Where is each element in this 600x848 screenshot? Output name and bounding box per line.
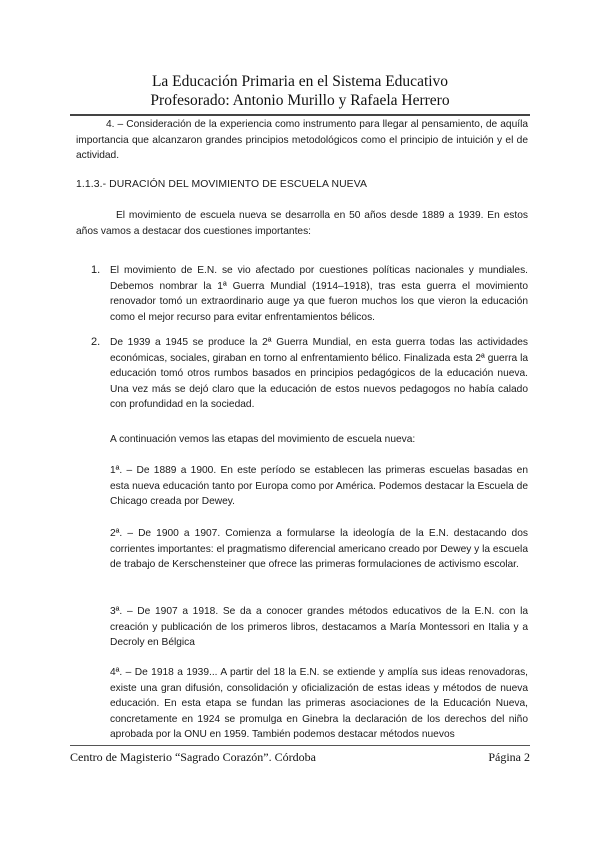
intro-item-4: 4. – Consideración de la experiencia como instrumento para llegar al pensamiento, de aquíla importancia que alcanzaron grandes principios metodológicos como el principio de intuición y el de actividad. [76, 119, 528, 162]
list-item [91, 335, 528, 413]
header-divider [70, 114, 530, 116]
list-item-text: El movimiento de E.N. se vio afectado por cuestiones políticas nacionales y mundiales. Debemos nombrar la 1ª Guerra Mundial (1914–1918), tras esta guerra el movimiento renovador tomó un extraordinario auge ya que fueron muchos los que vieron la educación como el mejor recurso para evitar enfrentamientos bélicos. [110, 265, 528, 323]
list-item [91, 263, 528, 325]
list-item-number: 1. [91, 264, 101, 276]
list-item-text: De 1939 a 1945 se produce la 2ª Guerra Mundial, en esta guerra todas las actividades económicas, sociales, giraban en torno al enfrentamiento bélico. Finalizada esta 2ª guerra la educación tomó otros rumbos basados en principios pedagógicos de la educación nueva. Una vez más se dejó claro que la educación de estos nuevos pedagogos no había calado con profundidad en la sociedad. [110, 337, 528, 411]
section-intro-paragraph: El movimiento de escuela nueva se desarrolla en 50 años desde 1889 a 1939. En estos años vamos a destacar dos cuestiones importantes: [76, 210, 528, 237]
list-item-number: 2. [91, 336, 101, 348]
section-heading: 1.1.3.- DURACIÓN DEL MOVIMIENTO DE ESCUELA NUEVA [76, 179, 367, 190]
page-header [70, 72, 530, 110]
header-authors: Profesorado: Antonio Murillo y Rafaela Herrero [150, 92, 450, 109]
header-title: La Educación Primaria en el Sistema Educativo [151, 73, 449, 90]
stage-paragraph: 3ª. – De 1907 a 1918. Se da a conocer grandes métodos educativos de la E.N. con la creación y publicación de los primeros libros, destacamos a María Montessori en Italia y a Decroly en Bélgica [110, 606, 528, 649]
footer-page-number: Página 2 [488, 750, 530, 764]
stage-paragraph: 2ª. – De 1900 a 1907. Comienza a formularse la ideología de la E.N. destacando dos corrientes importantes: el pragmatismo diferencial americano creado por Dewey y la escuela de trabajo de Kerschensteiner que ofrece las primeras formulaciones de activismo escolar. [110, 528, 528, 571]
stage-paragraph: 1ª. – De 1889 a 1900. En este período se establecen las primeras escuelas basadas en esta nueva educación tanto por Europa como por América. Podemos destacar la Escuela de Chicago creada por Dewey. [110, 465, 528, 508]
stage-paragraph: 4ª. – De 1918 a 1939... A partir del 18 la E.N. se extiende y amplía sus ideas renovadoras, existe una gran difusión, consolidación y oficialización de estas ideas y métodos de nueva educación. En esta etapa se fundan las primeras asociaciones de la Educación Nueva, concretamente en 1924 se promulga en Ginebra la declaración de los derechos del niño aprobada por la ONU en 1959. También podemos destacar métodos nuevos [110, 667, 528, 741]
stages-intro: A continuación vemos las etapas del movimiento de escuela nueva: [110, 434, 416, 445]
footer-institution: Centro de Magisterio “Sagrado Corazón”. Córdoba [70, 750, 316, 764]
footer-divider [70, 745, 530, 746]
